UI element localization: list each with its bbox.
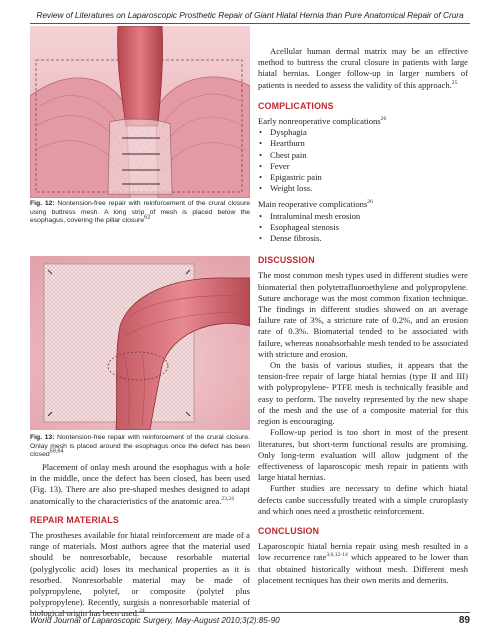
para-materials-text: The prostheses available for hiatal reinforcement are made of a range of materials. Most authors agree that the material used should be nonresorbable, because resorbable material (polyglycolic acid) loses its mechanical properties as it is resorbed. Nonresorbable material may be made of polypropylene, polytef, or composite (polytef plus polypropylene). Recently, surgisis a nonresorbable material of biological origin has been used. (30, 530, 250, 619)
main-ref: 26 (367, 199, 373, 206)
conclusion-paragraph (258, 541, 468, 586)
list-item: • Chest pain (258, 150, 468, 161)
right-column-text (258, 46, 468, 586)
esophagus (118, 26, 163, 126)
list-item: • Intraluminal mesh erosion (258, 211, 468, 222)
early-complications-label (258, 116, 468, 127)
page-number: 89 (458, 615, 470, 626)
para-materials-ref: 24 (139, 608, 145, 615)
running-head: Review of Literatures on Laparoscopic Prosthetic Repair of Giant Hiatal Hernia than Pure Anatomical Repair of Crura (36, 10, 464, 20)
para-onlay-text: Placement of onlay mesh around the esophagus with a hole in the middle, once the defect has been closed, has been used (Fig. 13). There are also pre-shaped meshes designed to adapt anatomically to the characteristics of the anatomic area. (30, 462, 250, 506)
main-complications-label (258, 199, 468, 210)
list-item: • Heartburn (258, 138, 468, 149)
discussion-paragraph-2: On the basis of various studies, it appears that the tension-free repair of large hiatal hernias (type II and III) with polypropylene- PTFE mesh is technically feasible and easy to perform. The novelty represented by the new shape of the mesh and the use of a composite material for this region is encouraging. (258, 360, 468, 427)
page-footer (30, 616, 470, 625)
concl-ref: 3,6,12-14 (326, 552, 348, 559)
figure-12-caption (30, 200, 250, 226)
concl-text-a: Laparoscopic hiatal hernia repair using mesh resulted in a low recurrence rate (258, 541, 468, 563)
fig13-caption-text: Nontension-free repair with reinforcement of the crural closure. Onlay mesh is placed around the esophagus once the defect has been closed (30, 434, 250, 459)
list-item: • Dysphagia (258, 127, 468, 138)
fig12-caption-text: Nontension-free repair with reinforcement of the crural closure using buttress mesh. A long strip of mesh is placed below the esophagus, covering the pillar closure (30, 200, 251, 225)
header-rule (30, 23, 470, 24)
early-label-text: Early nonreoperative complications (258, 116, 381, 127)
list-item: • Dense fibrosis. (258, 233, 468, 244)
list-item: • Esophageal stenosis (258, 222, 468, 233)
discussion-paragraph-1: The most common mesh types used in different studies were biomaterial then polytetrafluoroethylene and polypropylene. Suture anchorage was the most common fixation technique. The findings in different studies showed on an average failure rate of 3%, a stricture rate of 0.2%, and an erosion rate of 0.3%. Biomaterial tended to be associated with failure, whereas nonabsorbable mesh tended to be associated with stricture and erosion. (258, 270, 468, 359)
concl-text-b: which appeared to be lower than that obtained historically without mesh. Different mesh placement tecniques has their own merits and demerits. (258, 552, 468, 585)
para-onlay-ref: 23,24 (221, 495, 234, 502)
heading-complications: COMPLICATIONS (258, 100, 334, 111)
main-complications-list (258, 211, 468, 245)
fig13-ref: 59,64 (49, 448, 64, 455)
figure-12-illustration (30, 26, 250, 198)
list-item: • Epigastric pain (258, 172, 468, 183)
paragraph-onlay (30, 462, 250, 507)
fig13-label: Fig. 13: (30, 434, 55, 441)
fig12-svg (30, 26, 250, 198)
footer-rule (30, 612, 470, 613)
heading-discussion: DISCUSSION (258, 255, 315, 266)
main-label-text: Main reoperative complications (258, 199, 368, 210)
discussion-paragraph-3: Follow-up period is too short in most of the present literatures, but short-term functional results are promising. Only long-term evaluation will allow judgment of the effectiveness of laparoscopic mesh repair in patients with large hiatal hernias. (258, 427, 468, 483)
journal-citation: World Journal of Laparoscopic Surgery, May-August 2010;3(2):85-90 (30, 616, 280, 625)
para-acellular-ref: 25 (451, 79, 458, 86)
list-item: • Weight loss. (258, 183, 468, 194)
list-item: • Fever (258, 161, 468, 172)
paragraph-acellular (258, 46, 468, 91)
figure-13-illustration (30, 256, 250, 430)
para-acellular-text: Acellular human dermal matrix may be an effective method to buttress the crural closure in patients with large hiatal hernias. Longer follow-up in larger numbers of patients is needed to assess the validity of this approach. (258, 46, 468, 90)
figure-13-caption (30, 434, 250, 460)
fig13-svg (30, 256, 250, 430)
heading-repair-materials: REPAIR MATERIALS (30, 514, 119, 525)
fig12-ref: 62 (144, 214, 151, 221)
early-ref: 26 (380, 116, 387, 123)
discussion-paragraph-4: Further studies are necessary to define which hiatal defects canbe successfully treated with a simple cruroplasty and which ones need a prosthetic reinforcement. (258, 483, 468, 516)
fig12-label: Fig. 12: (30, 200, 55, 207)
early-complications-list (258, 127, 468, 194)
paragraph-materials (30, 530, 250, 620)
left-column-text (30, 462, 250, 620)
heading-conclusion: CONCLUSION (258, 525, 320, 536)
